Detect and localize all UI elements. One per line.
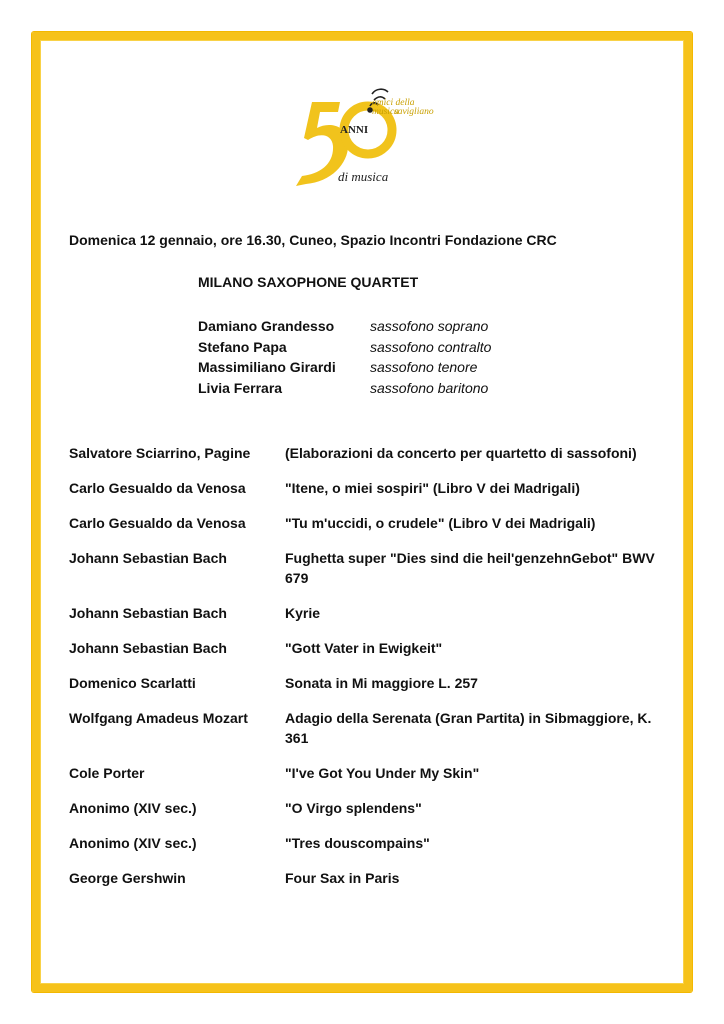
program-work: Adagio della Serenata (Gran Partita) in Sibmaggiore, K. 361 [285, 710, 652, 746]
logo-organization [372, 99, 434, 116]
program-composer: Cole Porter [69, 765, 145, 781]
program-row [69, 763, 669, 783]
program-work: "Tres douscompains" [285, 835, 430, 851]
performer-name: Livia Ferrara [198, 379, 283, 396]
program-row [69, 478, 669, 498]
program-work: Fughetta super "Dies sind die heil'genzehnGebot" BWV 679 [285, 550, 655, 586]
performer-row [198, 337, 491, 358]
program-composer: Carlo Gesualdo da Venosa [69, 480, 246, 496]
program-composer: Johann Sebastian Bach [69, 550, 227, 566]
program-composer: Anonimo (XIV sec.) [69, 835, 197, 851]
program-work: "Tu m'uccidi, o crudele" (Libro V dei Madrigali) [285, 515, 596, 531]
program-row [69, 638, 669, 658]
program-composer: Johann Sebastian Bach [69, 640, 227, 656]
program-work: "O Virgo splendens" [285, 800, 422, 816]
performer-list [198, 316, 491, 398]
program-work: "Gott Vater in Ewigkeit" [285, 640, 443, 656]
performer-name: Damiano Grandesso [198, 318, 335, 335]
program-row [69, 443, 669, 463]
performer-row [198, 357, 491, 378]
logo-line-1: amici della [372, 98, 415, 108]
program-work: Kyrie [285, 605, 321, 621]
ensemble-name: MILANO SAXOPHONE QUARTET [198, 274, 419, 290]
performer-row [198, 316, 491, 337]
program-row [69, 603, 669, 623]
program-row [69, 708, 669, 748]
program-composer: Wolfgang Amadeus Mozart [69, 710, 248, 726]
program-row [69, 673, 669, 693]
logo-line-2: musica [372, 106, 399, 117]
performer-instrument: sassofono contralto [370, 338, 492, 355]
program-composer: Salvatore Sciarrino, Pagine [69, 445, 251, 461]
program-composer: Domenico Scarlatti [69, 675, 196, 691]
program-row [69, 548, 669, 588]
program-row [69, 513, 669, 533]
performer-instrument: sassofono tenore [370, 359, 478, 376]
program-work: "Itene, o miei sospiri" (Libro V dei Madrigali) [285, 480, 580, 496]
program-row [69, 868, 669, 888]
program-work: Four Sax in Paris [285, 870, 400, 886]
performer-row [198, 378, 491, 399]
program-composer: Anonimo (XIV sec.) [69, 800, 197, 816]
logo-line-3: savigliano [394, 106, 434, 117]
program-composer: George Gershwin [69, 870, 186, 886]
program-list [69, 443, 669, 903]
performer-name: Stefano Papa [198, 338, 287, 355]
performer-instrument: sassofono soprano [370, 318, 489, 335]
program-composer: Johann Sebastian Bach [69, 605, 227, 621]
program-composer: Carlo Gesualdo da Venosa [69, 515, 246, 531]
performer-instrument: sassofono baritono [370, 379, 489, 396]
program-work: "I've Got You Under My Skin" [285, 765, 480, 781]
program-work: (Elaborazioni da concerto per quartetto di sassofoni) [285, 445, 637, 461]
program-row [69, 798, 669, 818]
performer-name: Massimiliano Girardi [198, 359, 336, 376]
logo-subtitle: di musica [338, 169, 389, 184]
program-row [69, 833, 669, 853]
program-work: Sonata in Mi maggiore L. 257 [285, 675, 478, 691]
logo-anni: ANNI [340, 124, 369, 136]
event-headline: Domenica 12 gennaio, ore 16.30, Cuneo, Spazio Incontri Fondazione CRC [69, 232, 557, 248]
